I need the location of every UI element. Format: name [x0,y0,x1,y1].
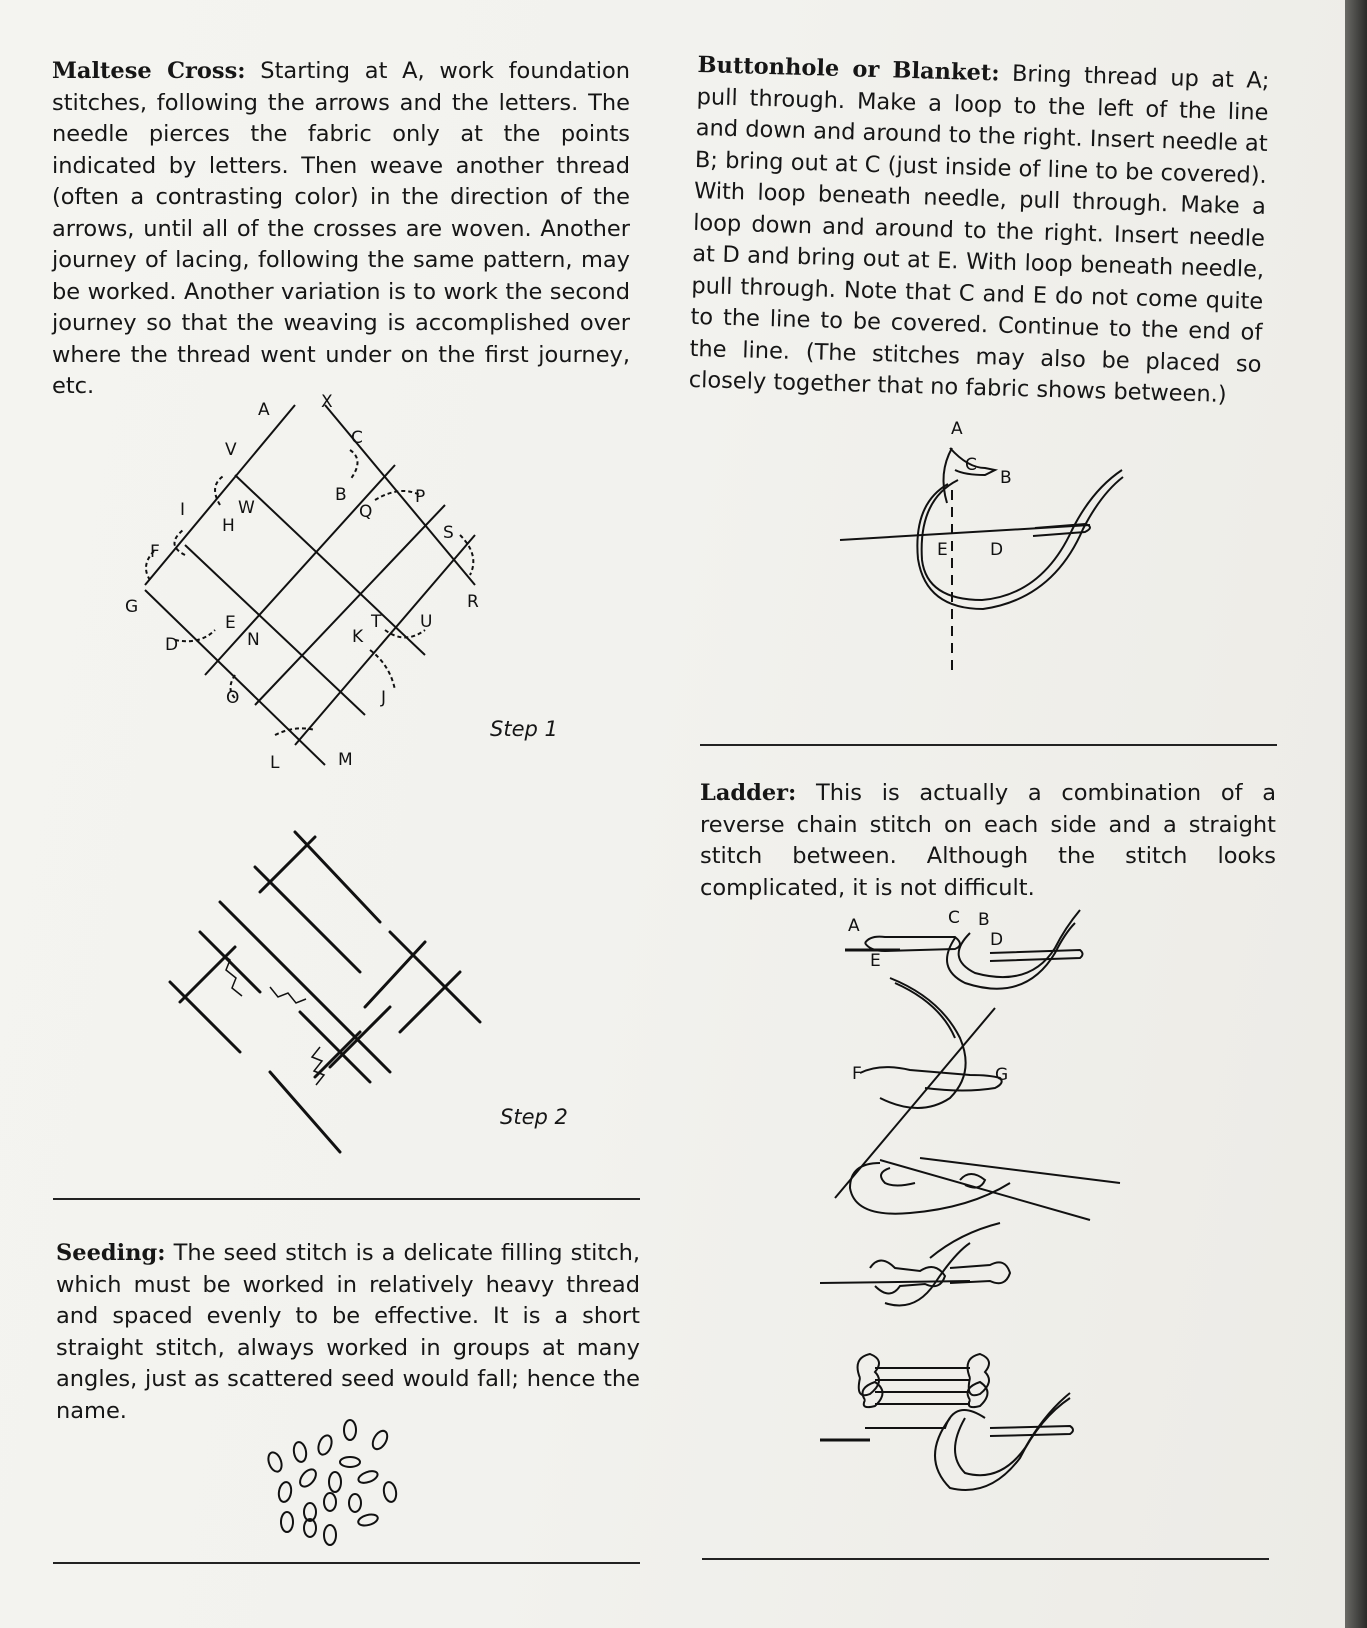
buttonhole-label-D: D [990,540,1004,560]
ladder-diagram [820,898,1140,1528]
ladder-paragraph [700,778,1276,904]
seeding-diagram [250,1420,410,1550]
divider-rule-left-1 [53,1198,640,1200]
label-I: I [180,500,186,520]
label-D: D [165,635,179,655]
buttonhole-title: Buttonhole or Blanket: [697,51,1000,87]
ladder-label-C: C [948,908,960,928]
seeding-text: The seed stitch is a delicate filling stitch, which must be worked in relatively heavy thread and spaced evenly to be effective. It is a short straight stitch, always worked in groups at many angles, just as scattered seed would fall; hence the name. [56,1240,640,1424]
label-M: M [338,750,353,770]
label-T: T [371,612,382,632]
seeding-paragraph [56,1238,640,1427]
step1-caption: Step 1 [490,717,558,741]
buttonhole-label-C: C [965,455,977,475]
page-edge-shadow [1345,0,1367,1628]
ladder-label-F: F [852,1064,862,1084]
buttonhole-paragraph [688,50,1269,412]
label-X: X [321,392,333,412]
label-K: K [352,627,364,647]
label-J: J [381,688,387,708]
label-V: V [225,440,237,460]
buttonhole-diagram [840,420,1140,670]
label-U: U [420,612,433,632]
maltese-step1-diagram [125,392,525,785]
label-B: B [335,485,347,505]
label-N: N [247,630,260,650]
ladder-text: This is actually a combination of a reverse chain stitch on each side and a straight stitch between. Although the stitch looks complicated, it is not difficult. [700,780,1276,901]
maltese-step2-diagram [160,832,500,1172]
label-Q: Q [359,502,373,522]
label-O: O [226,688,240,708]
divider-rule-right-1 [700,744,1277,746]
ladder-label-B: B [978,910,990,930]
label-P: P [415,487,426,507]
ladder-title: Ladder: [700,780,797,806]
label-R: R [467,592,479,612]
ladder-label-D: D [990,930,1004,950]
label-S: S [443,523,454,543]
maltese-cross-title: Maltese Cross: [52,58,246,84]
label-C: C [351,428,363,448]
ladder-label-E: E [870,951,881,971]
ladder-label-G: G [995,1065,1009,1085]
label-H: H [222,516,235,536]
ladder-label-A: A [848,916,860,936]
label-W: W [238,498,255,518]
buttonhole-label-A: A [951,419,963,439]
label-F: F [150,542,160,562]
label-G: G [125,597,139,617]
maltese-cross-paragraph [52,56,630,403]
buttonhole-label-B: B [1000,468,1012,488]
step2-caption: Step 2 [500,1105,568,1129]
divider-rule-right-2 [702,1558,1269,1560]
buttonhole-label-E: E [937,540,948,560]
label-A: A [258,400,270,420]
seeding-title: Seeding: [56,1240,166,1266]
label-E: E [225,613,236,633]
divider-rule-left-2 [53,1562,640,1564]
maltese-cross-text: Starting at A, work foundation stitches, following the arrows and the letters. The needle pierces the fabric only at the points indicated by letters. Then weave another thread (often a contrasting color) in the direction of the arrows, until all of the crosses are woven. Another journey of lacing, following the same pattern, may be worked. Another variation is to work the second journey so that the weaving is accomplished over where the thread went under on the first journey, etc. [52,58,631,399]
label-L: L [270,753,280,773]
buttonhole-text: Bring thread up at A; pull through. Make a loop to the left of the line and down and around to the right. Insert needle at B; bring out at C (just inside of line to be covered). With loop beneath needle, pull through. Make a loop down and around to the right. Insert needle at D and bring out at E. With loop beneath needle, pull through. Note that C and E do not come quite to the line to be covered. Continue to the end of the line. (The stitches may also be placed so closely together that no fabric shows between.) [688,60,1270,408]
